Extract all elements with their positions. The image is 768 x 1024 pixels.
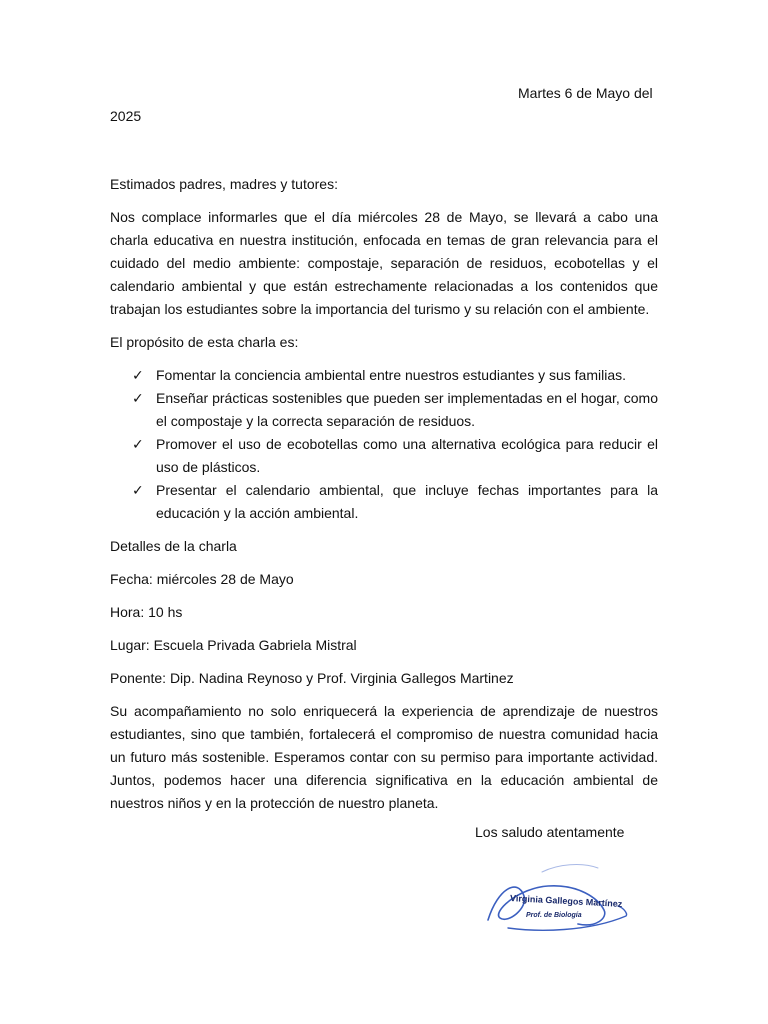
signature-name: Virginia Gallegos Martínez (509, 893, 623, 909)
list-item (110, 387, 658, 433)
details-heading: Detalles de la charla (110, 538, 237, 554)
check-icon: ✓ (132, 436, 144, 452)
detail-lugar: Lugar: Escuela Privada Gabriela Mistral (110, 637, 357, 653)
list-item-text: Enseñar prácticas sostenibles que pueden ser implementadas en el hogar, como el compostaje y la correcta separación de residuos. (156, 390, 658, 429)
list-item (110, 479, 658, 525)
list-item (110, 364, 658, 387)
purpose-list (110, 364, 658, 525)
date-line: Martes 6 de Mayo del (518, 85, 653, 101)
signature-title: Prof. de Biología (526, 912, 582, 919)
letter-body (110, 173, 658, 825)
intro-paragraph: Nos complace informarles que el día miércoles 28 de Mayo, se llevará a cabo una charla educativa en nuestra institución, enfocada en temas de gran relevancia para el cuidado del medio ambiente: compostaje, separación de residuos, ecobotellas y el calendario ambiental y que están estrechamente relacionadas a los contenidos que trabajan los estudiantes sobre la importancia del turismo y su relación con el ambiente. (110, 209, 658, 317)
check-icon: ✓ (132, 390, 144, 406)
detail-fecha: Fecha: miércoles 28 de Mayo (110, 571, 294, 587)
check-icon: ✓ (132, 367, 144, 383)
detail-hora: Hora: 10 hs (110, 604, 183, 620)
date-year: 2025 (110, 108, 142, 124)
check-icon: ✓ (132, 482, 144, 498)
purpose-heading: El propósito de esta charla es: (110, 334, 299, 350)
greeting: Estimados padres, madres y tutores: (110, 176, 338, 192)
list-item (110, 433, 658, 479)
list-item-text: Fomentar la conciencia ambiental entre nuestros estudiantes y sus familias. (156, 367, 627, 383)
closing-line: Los saludo atentamente (475, 824, 625, 840)
detail-ponente: Ponente: Dip. Nadina Reynoso y Prof. Virginia Gallegos Martinez (110, 670, 514, 686)
list-item-text: Promover el uso de ecobotellas como una alternativa ecológica para reducir el uso de plásticos. (156, 436, 658, 475)
signature (478, 858, 630, 936)
closing-paragraph: Su acompañamiento no solo enriquecerá la experiencia de aprendizaje de nuestros estudiantes, sino que también, fortalecerá el compromiso de nuestra comunidad hacia un futuro más sostenible. Esperamos contar con su permiso para importante actividad. Juntos, podemos hacer una diferencia significativa en la educación ambiental de nuestros niños y en la protección de nuestro planeta. (110, 703, 658, 811)
list-item-text: Presentar el calendario ambiental, que incluye fechas importantes para la educación y la acción ambiental. (156, 482, 658, 521)
